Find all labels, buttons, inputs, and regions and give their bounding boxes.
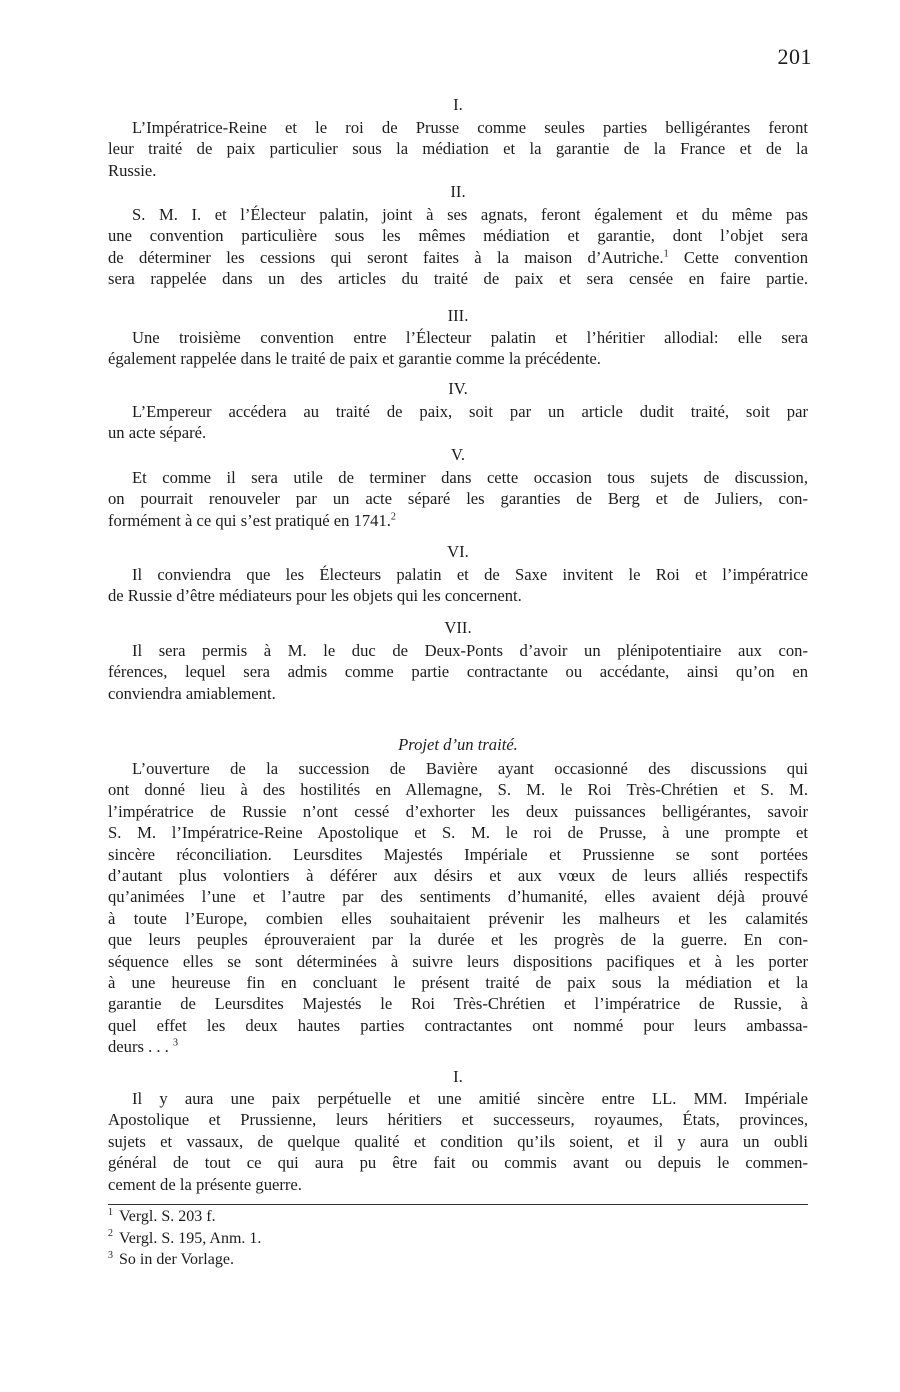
text-line: Et comme il sera utile de terminer dans cette occasion tous sujets de discussion,: [132, 468, 808, 487]
footnote-ref: 1: [663, 248, 669, 260]
text-line: Apostolique et Prussienne, leurs héritiers et successeurs, royaumes, États, provinces,: [108, 1110, 808, 1130]
article-heading: I.: [453, 1067, 463, 1086]
article-heading: II.: [450, 182, 466, 201]
footnote: [108, 1206, 261, 1228]
text-line: Il conviendra que les Électeurs palatin et de Saxe invitent le Roi et l’impératrice: [132, 565, 808, 584]
article-heading: V.: [451, 445, 465, 464]
text-line: quel effet les deux hautes parties contractantes ont nommé pour leurs ambassa-: [108, 1015, 808, 1035]
text-line: Il y aura une paix perpétuelle et une amitié sincère entre LL. MM. Impériale: [132, 1089, 808, 1108]
page-number: 201: [777, 44, 812, 69]
text-line: on pourrait renouveler par un acte séparé les garanties de Berg et de Juliers, con-: [108, 489, 808, 509]
footnote: [108, 1228, 261, 1250]
article-paragraph: [108, 204, 808, 290]
text-fragment: deurs . . .: [108, 1037, 169, 1057]
article-paragraph: [108, 401, 808, 444]
text-line: Russie.: [108, 160, 157, 180]
footnote-mark: 1: [108, 1206, 113, 1218]
text-line: sincère réconciliation. Leursdites Majestés Impériale et Prussienne se sont portées: [108, 844, 808, 864]
text-line: général de tout ce qui aura pu être fait ou commis avant ou depuis le commen-: [108, 1153, 808, 1173]
text-line: L’Impératrice-Reine et le roi de Prusse comme seules parties belligérantes feront: [132, 118, 808, 137]
article-paragraph: [108, 327, 808, 370]
text-line: de Russie d’être médiateurs pour les objets qui les concernent.: [108, 586, 522, 606]
text-line: garantie de Leursdites Majestés le Roi Très-Chrétien et l’impératrice de Russie, à: [108, 994, 808, 1014]
article-heading: III.: [447, 306, 469, 325]
article-heading: VII.: [444, 618, 472, 637]
preamble-paragraph: [108, 758, 808, 1058]
article-paragraph: [108, 640, 808, 704]
footnote: [108, 1249, 261, 1271]
text-line: Il sera permis à M. le duc de Deux-Ponts d’avoir un plénipotentiaire aux con-: [132, 641, 808, 660]
text-fragment: de déterminer les cessions qui seront faites à la maison d’Autriche.: [108, 247, 664, 267]
article-paragraph: [108, 117, 808, 181]
text-line: qu’animées l’une et l’autre par des sentiments d’humanité, elles avaient déjà prouvé: [108, 887, 808, 907]
text-line: que leurs peuples éprouveraient par la durée et les progrès de la guerre. En con-: [108, 930, 808, 950]
text-line: à toute l’Europe, combien elles souhaitaient prévenir les malheurs et les calamités: [108, 908, 808, 928]
text-fragment: Cette convention: [668, 247, 808, 267]
text-fragment: formément à ce qui s’est pratiqué en 1741.: [108, 510, 391, 530]
article-paragraph: [108, 1088, 808, 1195]
treaty-title: Projet d’un traité.: [398, 735, 518, 754]
footnote-ref: 2: [390, 511, 396, 523]
footnote-ref: 3: [173, 1037, 178, 1049]
text-line: une convention particulière sous les mêmes médiation et garantie, dont l’objet sera: [108, 226, 808, 246]
text-line: L’ouverture de la succession de Bavière ayant occasionné des discussions qui: [132, 759, 808, 778]
text-line: sujets et vassaux, de quelque qualité et condition qu’ils soient, et il y aura un oubli: [108, 1131, 808, 1151]
text-line: séquence elles se sont déterminées à suivre leurs dispositions pacifiques et à les porter: [108, 951, 808, 971]
text-line: [108, 247, 808, 268]
text-line: [108, 1036, 808, 1057]
footnote-mark: 3: [108, 1249, 113, 1261]
text-line: à une heureuse fin en concluant le présent traité de paix sous la médiation et la: [108, 973, 808, 993]
footnote-text: So in der Vorlage.: [119, 1251, 234, 1268]
text-line: ont donné lieu à des hostilités en Allemagne, S. M. le Roi Très-Chrétien et S. M.: [108, 780, 808, 800]
footnote-text: Vergl. S. 195, Anm. 1.: [119, 1229, 262, 1247]
text-line: S. M. I. et l’Électeur palatin, joint à ses agnats, feront également et du même pas: [132, 205, 808, 224]
text-line: également rappelée dans le traité de paix et garantie comme la précédente.: [108, 349, 601, 369]
article-heading: IV.: [448, 379, 468, 398]
text-line: conviendra amiablement.: [108, 683, 276, 703]
text-line: l’impératrice de Russie n’ont cessé d’exhorter les deux puissances belligérantes, savoir: [108, 801, 808, 821]
article-heading: I.: [453, 95, 463, 114]
text-line: S. M. l’Impératrice-Reine Apostolique et S. M. le roi de Prusse, à une prompte et: [108, 823, 808, 843]
text-line: L’Empereur accédera au traité de paix, soit par un article dudit traité, soit par: [132, 402, 808, 421]
text-line: [108, 510, 808, 531]
footnote-divider: [108, 1204, 808, 1205]
text-line: d’autant plus volontiers à déférer aux désirs et aux vœux de leurs alliés respectifs: [108, 866, 808, 886]
footnote-mark: 2: [108, 1228, 113, 1240]
article-paragraph: [108, 564, 808, 607]
text-line: cement de la présente guerre.: [108, 1174, 302, 1194]
text-line: férences, lequel sera admis comme partie contractante ou accédante, ainsi qu’on en: [108, 662, 808, 682]
text-line: sera rappelée dans un des articles du traité de paix et sera censée en faire partie.: [108, 269, 808, 289]
article-heading: VI.: [447, 542, 469, 561]
text-line: Une troisième convention entre l’Électeur palatin et l’héritier allodial: elle sera: [132, 328, 808, 347]
footnote-text: Vergl. S. 203 f.: [119, 1208, 216, 1225]
footnotes: [108, 1206, 261, 1271]
article-paragraph: [108, 467, 808, 531]
text-line: leur traité de paix particulier sous la médiation et la garantie de la France et de la: [108, 139, 808, 159]
text-line: un acte séparé.: [108, 423, 207, 443]
